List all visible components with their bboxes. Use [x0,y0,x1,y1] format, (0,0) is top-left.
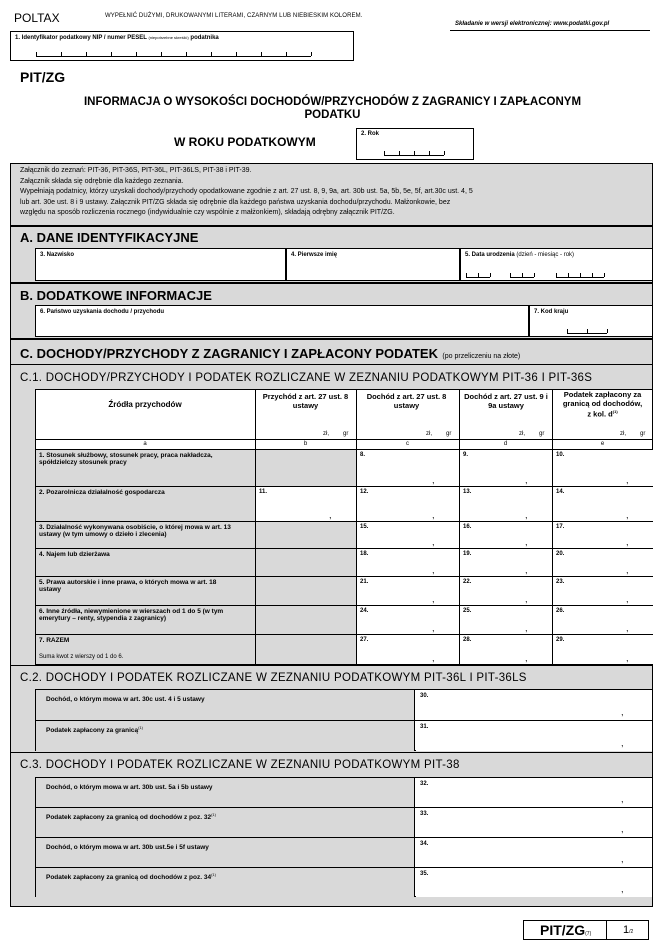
notes-line5: względu na sposób rozliczenia rocznego (indywidualnie czy wspólnie z małżonkiem), składają odrębny załącznik PIT/ZG. [20,209,395,216]
disabled-cell [256,450,356,486]
col-d-header: Dochód z art. 27 ust. 9 i 9a ustawy [464,392,548,410]
row-label-cell [36,721,415,751]
decimal-comma: , [432,623,435,633]
birth-date-hint: (dzień - miesiąc - rok) [516,252,575,258]
decimal-comma: , [626,565,629,575]
amount-field[interactable] [357,487,459,521]
decimal-comma: , [626,623,629,633]
year-label: 2. Rok [361,131,380,137]
section-c1-title: C.1. DOCHODY/PRZYCHODY I PODATEK ROZLICZANE W ZEZNANIU PODATKOWYM PIT-36 I PIT-36S [20,372,593,384]
field-number: 13. [463,489,472,495]
decimal-comma: , [432,594,435,604]
decimal-comma: , [329,510,332,520]
row-label-cell [36,838,415,867]
decimal-comma: , [432,475,435,485]
gr-unit-label: gr [640,431,646,437]
amount-field[interactable] [416,808,652,837]
amount-field[interactable] [416,690,652,720]
row-footnote: (1) [138,725,144,730]
decimal-comma: , [621,738,624,748]
column-letter: b [303,441,308,447]
row-label: Podatek zapłacony za granicą od dochodów z poz. 32 [46,814,212,822]
row-label-cell [36,549,255,576]
decimal-comma: , [621,884,624,894]
amount-field[interactable] [553,487,653,521]
decimal-comma: , [621,707,624,717]
field-number: 22. [463,579,472,585]
row-label-cell [36,868,415,897]
footer-form-code: PIT/ZG [540,922,586,938]
tax-id-note: (niepotrzebne skreślić) [148,35,189,40]
birth-date-label: 5. Data urodzenia [465,252,515,258]
field-number: 31. [420,724,429,730]
field-number: 25. [463,608,472,614]
gr-unit-label: gr [343,431,349,437]
section-b-title: B. DODATKOWE INFORMACJE [20,288,212,303]
amount-field[interactable] [553,549,653,576]
zl-unit-label: zł, [620,431,626,437]
notes-line4: lub art. 30e ust. 8 i 9 ustawy. Załącznik PIT/ZG składa się odrębnie dla każdego państwa uzyskania dochodu/przychodu. Małżonkowie, bez [20,198,451,206]
amount-field[interactable] [416,868,652,897]
row-label-cell [36,635,255,664]
decimal-comma: , [525,623,528,633]
amount-field[interactable] [553,635,653,664]
form-title-line2: PODATKU [304,109,361,121]
zl-unit-label: zł, [426,431,432,437]
field-number: 28. [463,637,472,643]
country-field[interactable] [35,305,529,337]
surname-label: 3. Nazwisko [40,252,75,258]
field-number: 29. [556,637,565,643]
row-label-cell [36,522,255,548]
decimal-comma: , [621,854,624,864]
section-c3-title: C.3. DOCHODY I PODATEK ROZLICZANE W ZEZNANIU PODATKOWYM PIT-38 [20,759,460,771]
footer-page: 1 [623,924,630,936]
row-label-cell [36,450,255,486]
amount-field[interactable] [357,577,459,605]
col-a-header: Źródła przychodów [108,400,182,409]
notes-line1: Załącznik do zeznań: PIT-36, PIT-36S, PIT-36L, PIT-36LS, PIT-38 i PIT-39. [20,167,252,174]
field-number: 12. [360,489,369,495]
country-code-label: 7. Kod kraju [534,309,569,315]
decimal-comma: , [621,794,624,804]
field-number: 32. [420,781,429,787]
decimal-comma: , [626,510,629,520]
amount-field[interactable] [416,721,652,751]
row-label-cell [36,577,255,605]
decimal-comma: , [525,510,528,520]
amount-field[interactable] [416,838,652,867]
fill-instruction: WYPEŁNIĆ DUŻYMI, DRUKOWANYMI LITERAMI, CZARNYM LUB NIEBIESKIM KOLOREM. [105,13,363,19]
amount-field[interactable] [460,577,552,605]
zl-unit-label: zł, [323,431,329,437]
field-number: 34. [420,841,429,847]
field-number: 16. [463,524,472,530]
decimal-comma: , [525,537,528,547]
amount-field[interactable] [256,487,356,521]
disabled-cell [256,577,356,605]
col-e-header: Podatek zapłacony za granicą od dochodów, [562,390,643,408]
field-number: 23. [556,579,565,585]
amount-field[interactable] [460,635,552,664]
column-letter: a [143,441,147,447]
field-number: 18. [360,551,369,557]
col-e-footnote: (1) [612,409,618,414]
field-number: 33. [420,811,429,817]
form-title-line1: INFORMACJA O WYSOKOŚCI DOCHODÓW/PRZYCHODÓW Z ZAGRANICY I ZAPŁACONYM [83,96,582,108]
section-c-title: C. DOCHODY/PRZYCHODY Z ZAGRANICY I ZAPŁACONY PODATEK [20,346,438,361]
decimal-comma: , [626,594,629,604]
field-number: 20. [556,551,565,557]
decimal-comma: , [432,510,435,520]
row-footnote: (1) [211,872,216,877]
field-number: 17. [556,524,565,530]
field-number: 9. [463,452,469,458]
amount-field[interactable] [460,549,552,576]
decimal-comma: , [525,475,528,485]
col-b-header: Przychód z art. 27 ust. 8 ustawy [262,392,349,410]
section-c-note: (po przeliczeniu na złote) [442,353,521,360]
amount-field[interactable] [553,606,653,634]
row-label: 4. Najem lub dzierżawa [39,551,110,558]
field-number: 14. [556,489,565,495]
amount-field[interactable] [460,450,552,486]
row-label: Dochód, o którym mowa w art. 30b ust. 5a i 5b ustawy [46,784,213,792]
row-label-cell [36,690,415,720]
field-number: 19. [463,551,472,557]
row-label-cell [36,487,255,521]
disabled-cell [256,549,356,576]
surname-field[interactable] [35,248,286,281]
decimal-comma: , [432,565,435,575]
field-number: 26. [556,608,565,614]
row-label-cell [36,808,415,837]
amount-field[interactable] [460,606,552,634]
amount-field[interactable] [357,522,459,548]
col-e-header-ref: z kol. d [587,409,613,419]
tax-id-label: 1. Identyfikator podatkowy NIP / numer PESEL [15,35,147,41]
amount-field[interactable] [357,549,459,576]
row-footnote: (1) [211,812,216,817]
gr-unit-label: gr [539,431,545,437]
row-label: 2. Pozarolnicza działalność gospodarcza [39,489,165,496]
amount-field[interactable] [460,487,552,521]
footer-version: (7) [585,931,592,937]
disabled-cell [256,635,356,664]
section-a-title: A. DANE IDENTYFIKACYJNE [20,230,199,245]
row-label: 1. Stosunek służbowy, stosunek pracy, praca nakładcza, spółdzielczy stosunek pracy [39,452,213,467]
amount-field[interactable] [357,635,459,664]
amount-field[interactable] [416,778,652,807]
field-number: 24. [360,608,369,614]
amount-field[interactable] [357,606,459,634]
field-number: 8. [360,452,366,458]
country-label: 6. Państwo uzyskania dochodu / przychodu [40,309,165,315]
brand-label: POLTAX [14,11,60,25]
row-label-cell [36,778,415,807]
notes-line2: Załącznik składa się odrębnie dla każdego zeznania. [20,177,184,185]
electronic-filing-note: Składanie w wersji elektronicznej: www.podatki.gov.pl [455,21,610,27]
zl-unit-label: zł, [519,431,525,437]
column-letter: c [406,441,409,447]
amount-field[interactable] [553,577,653,605]
footer-pages: /2 [629,929,634,935]
field-number: 15. [360,524,369,530]
form-code: PIT/ZG [20,69,66,85]
field-number: 35. [420,871,429,877]
field-number: 10. [556,452,565,458]
row-label: Podatek zapłacony za granicą od dochodów z poz. 34 [46,874,212,882]
decimal-comma: , [432,537,435,547]
col-c-header: Dochód z art. 27 ust. 8 ustawy [366,392,447,410]
decimal-comma: , [432,653,435,663]
row-label: Dochód, o którym mowa w art. 30c ust. 4 i 5 ustawy [46,696,205,704]
gr-unit-label: gr [446,431,452,437]
row-sublabel: Suma kwot z wierszy od 1 do 6. [39,654,124,660]
amount-field[interactable] [553,450,653,486]
column-letter: d [503,441,508,447]
field-number: 21. [360,579,369,585]
amount-field[interactable] [553,522,653,548]
notes-line3: Wypełniają podatnicy, którzy uzyskali dochody/przychody opodatkowane zgodnie z art. 27 ust. 8, 9, 9a, art. 30b ust. 5a, 5b, 5e, 5f, art.30c ust. 4, 5 [20,188,473,195]
row-label: 5. Prawa autorskie i inne prawa, o których mowa w art. 18 ustawy [39,579,217,594]
decimal-comma: , [525,565,528,575]
row-label: Dochód, o którym mowa w art. 30b ust.5e i 5f ustawy [46,844,209,852]
row-label: 3. Działalność wykonywana osobiście, o której mowa w art. 13 ustawy (w tym umowy o dzieło i zlecenia) [39,524,231,539]
decimal-comma: , [621,824,624,834]
first-name-label: 4. Pierwsze imię [291,252,338,258]
section-c2-title: C.2. DOCHODY I PODATEK ROZLICZANE W ZEZNANIU PODATKOWYM PIT-36L I PIT-36LS [20,672,527,684]
field-number: 11. [259,489,268,495]
decimal-comma: , [525,653,528,663]
form-title-year: W ROKU PODATKOWYM [174,135,316,149]
tax-id-suffix: podatnika [190,35,219,41]
row-label: 6. Inne źródła, niewymienione w wierszach od 1 do 5 (w tym emerytury – renty, stypendia z zagranicy) [39,608,224,623]
column-letter: e [600,441,605,447]
decimal-comma: , [626,475,629,485]
row-label: Podatek zapłacony za granicą [46,727,139,735]
amount-field[interactable] [460,522,552,548]
field-number: 30. [420,693,429,699]
decimal-comma: , [626,537,629,547]
disabled-cell [256,522,356,548]
field-number: 27. [360,637,369,643]
first-name-field[interactable] [286,248,460,281]
decimal-comma: , [525,594,528,604]
decimal-comma: , [626,653,629,663]
row-label: 7. RAZEM [39,637,70,644]
row-label-cell [36,606,255,634]
amount-field[interactable] [357,450,459,486]
disabled-cell [256,606,356,634]
